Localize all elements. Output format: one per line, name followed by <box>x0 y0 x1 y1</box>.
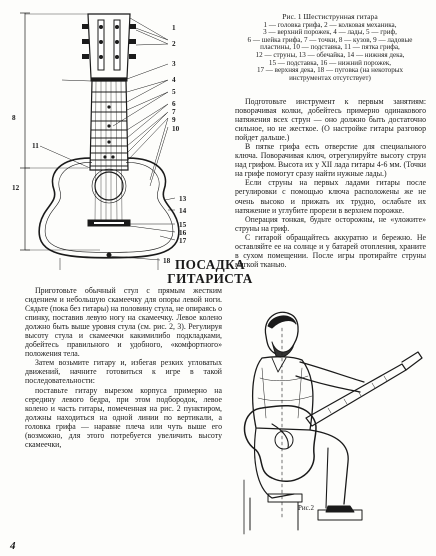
caption-line: 15 — подставка, 16 — нижний порожек, <box>268 58 392 67</box>
label-2: 2 <box>172 40 176 48</box>
paragraph: Если струны на первых ладами гитары после регулировки с помощью ключа расположены же не очень высоко и прижать их трудно, ослабьте их натяжение и углубите прорези в верхнем порожке. <box>235 178 426 215</box>
label-6: 6 <box>172 100 176 108</box>
label-17: 17 <box>179 237 187 245</box>
paragraph: поставьте гитару вырезом корпуса примерно на середину левого бедра, при этом подбородок, левое колено и часть гитары, помеченная на рис. 2 пунктиром, должны находиться на одной линии по вертикали, а головка грифа — наравне плеча или чуть выше его (возможно, для этого потребуется увеличить высоту скамеечки, <box>25 385 222 449</box>
label-11: 11 <box>32 142 39 150</box>
section-heading <box>150 258 270 285</box>
heading-line-1: ПОСАДКА <box>174 257 246 272</box>
figure2-label: Рис.2 <box>298 504 314 512</box>
page-number: 4 <box>10 540 16 552</box>
label-15: 15 <box>179 221 187 229</box>
label-10: 10 <box>172 125 180 133</box>
right-column-text <box>235 97 426 269</box>
paragraph: Операция тонкая, будьте осторожны, не «уложите» струны на гриф. <box>235 214 426 233</box>
paragraph: Затем возьмите гитару и, избегая резких угловатых движений, начните готовиться к игре в такой последовательности: <box>25 358 222 386</box>
label-4: 4 <box>172 76 176 84</box>
label-16: 16 <box>179 229 187 237</box>
guitar-diagram <box>0 0 236 265</box>
caption-line: 17 — верхняя дека, 18 — пуговка (на некоторых <box>256 66 404 75</box>
caption-line: 12 — струны, 13 — обечайка, 14 — нижняя дека, <box>255 50 405 59</box>
caption-line: пластины, 10 — подставка, 11 — пятка грифа, <box>260 43 400 52</box>
caption-line: 1 — головка грифа, 2 — колковая механика, <box>263 20 397 29</box>
label-14: 14 <box>179 207 187 215</box>
label-13: 13 <box>179 195 187 203</box>
label-3: 3 <box>172 60 176 68</box>
caption-line: 6 — шейка грифа, 7 — точки, 8 — кузов, 9 — ладовые <box>247 35 413 44</box>
label-9: 9 <box>172 116 176 124</box>
figure1-title: Рис. 1 Шестиструнная гитара <box>282 12 378 21</box>
heading-line-2: ГИТАРИСТА <box>167 270 253 286</box>
paragraph: Приготовьте обычный стул с прямым жестким сидением и небольшую скамеечку для опоры левой ноги. Сядьте (пока без гитары) на половину стула, не опираясь о спинку, поставив левую ногу на скамеечку. Левое колено должно быть выше уровня стула (см. рис. 2, 3). Регулируя высоту стула и скамеечки какимилибо подкладками, добейтесь правильного и удобного, «комфортного» положения тела. <box>25 286 222 359</box>
paragraph: Подготовьте инструмент к первым занятиям: поворачивая колки, добейтесь примерно одинакового натяжения всех струн — оно должно быть достаточно сильное, но не жесткое. (О настройке гитары разговор пойдет дальше.) <box>235 97 426 143</box>
guitarist-illustration <box>232 298 432 543</box>
left-column-text <box>25 286 222 449</box>
paragraph: С гитарой обращайтесь аккуратно и бережно. Не оставляйте ее на солнце и у батарей отопления, храните в сухом помещении. После игры протирайте струны мягкой тканью. <box>235 232 426 269</box>
label-12: 12 <box>12 184 20 192</box>
paragraph: В пятке грифа есть отверстие для специального ключа. Поворачивая ключ, отрегулируйте высоту струн над грифом. Высота их у XII лада гитары 4-6 мм. (Точки на грифе помогут сразу найти нужные лады.) <box>235 142 426 179</box>
label-18: 18 <box>163 257 171 265</box>
figure1-caption <box>235 13 425 82</box>
caption-line: инструментах отсутствует) <box>289 73 371 82</box>
label-1: 1 <box>172 24 176 32</box>
label-8: 8 <box>12 114 16 122</box>
label-7: 7 <box>172 108 176 116</box>
label-5: 5 <box>172 88 176 96</box>
caption-line: 3 — верхний порожек, 4 — лады, 5 — гриф, <box>263 28 397 37</box>
